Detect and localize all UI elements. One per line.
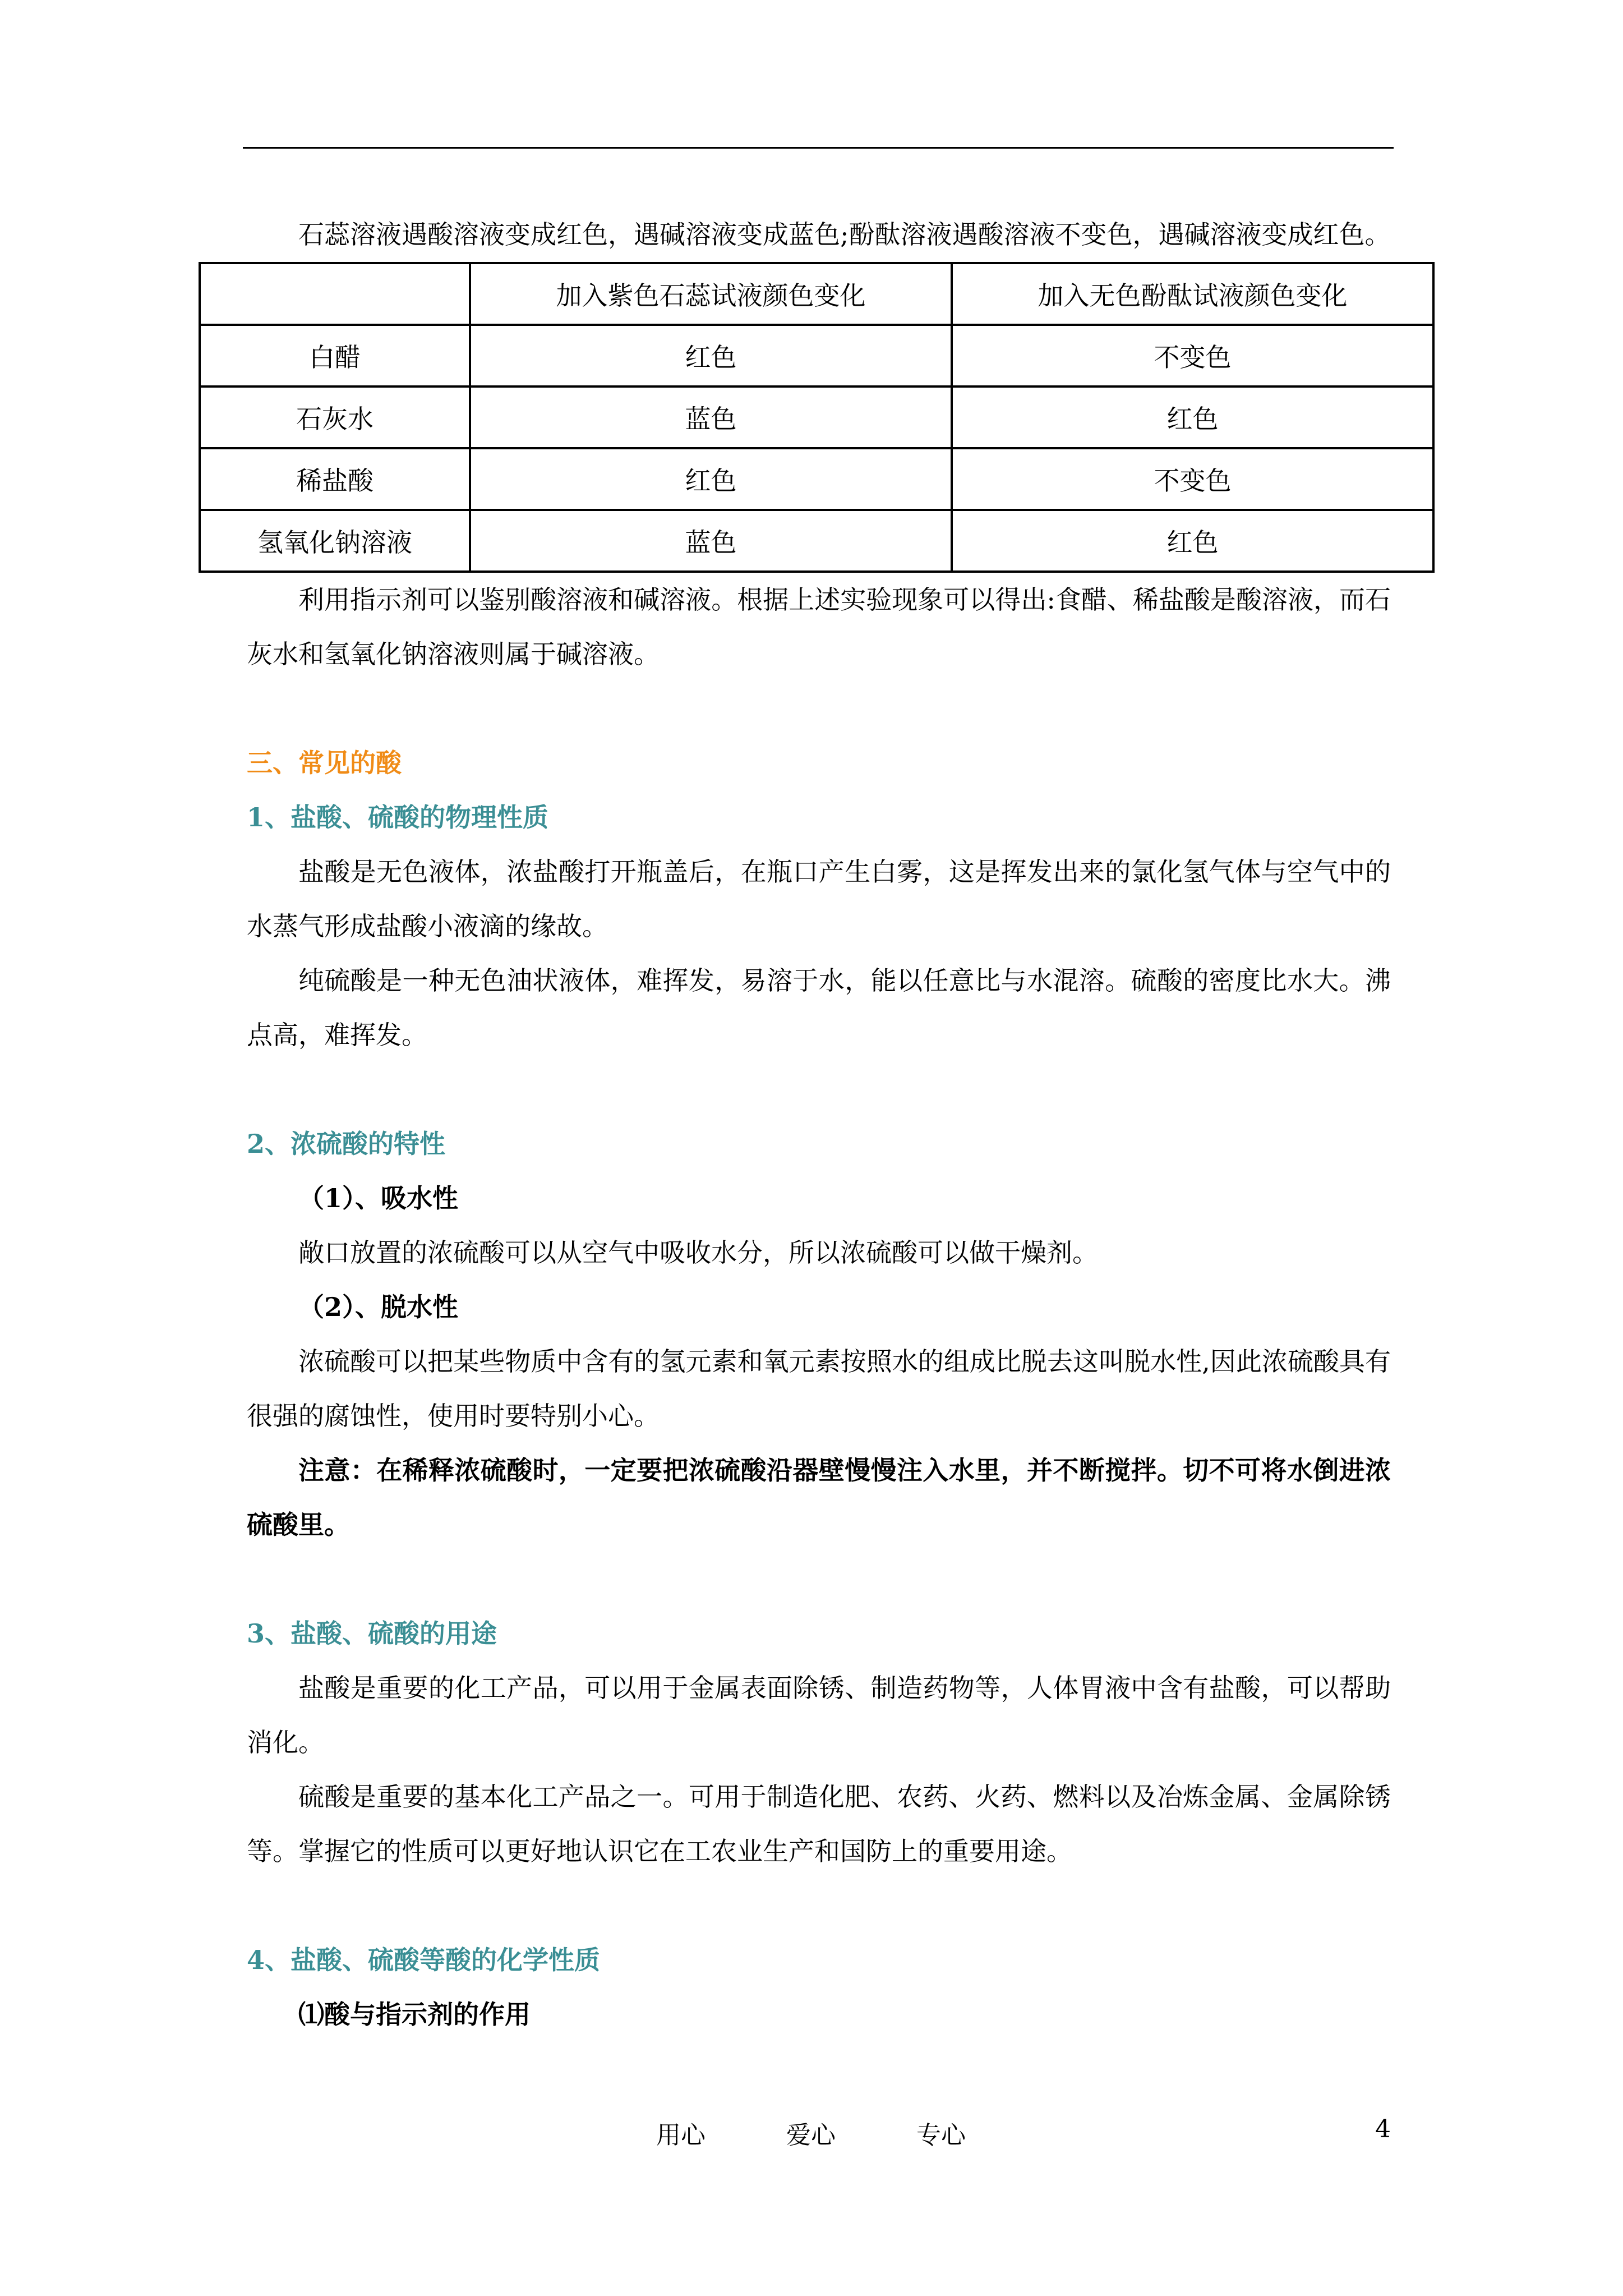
table-cell: 稀盐酸 bbox=[200, 448, 470, 510]
table-row bbox=[200, 325, 1433, 386]
footer-motto bbox=[656, 2115, 1039, 2151]
table-cell: 白醋 bbox=[200, 325, 470, 386]
footer-motto-word: 用心 bbox=[656, 2121, 706, 2150]
property-heading-indicator: ⑴酸与指示剂的作用 bbox=[298, 1999, 531, 2030]
table-header-cell: 加入紫色石蕊试液颜色变化 bbox=[470, 263, 952, 325]
subsection-title-3: 3、盐酸、硫酸的用途 bbox=[247, 1618, 497, 1649]
page-number: 4 bbox=[1375, 2115, 1391, 2143]
subsection-title-2: 2、浓硫酸的特性 bbox=[247, 1129, 446, 1159]
paragraph-absorbency: 敞口放置的浓硫酸可以从空气中吸收水分，所以浓硫酸可以做干燥剂。 bbox=[298, 1237, 1098, 1268]
intro-paragraph: 石蕊溶液遇酸溶液变成红色，遇碱溶液变成蓝色;酚酞溶液遇酸溶液不变色，遇碱溶液变成红色。 bbox=[298, 219, 1391, 250]
table-cell: 红色 bbox=[470, 325, 952, 386]
table-header-cell bbox=[200, 263, 470, 325]
section-title: 三、常见的酸 bbox=[247, 748, 402, 778]
table-cell: 氢氧化钠溶液 bbox=[200, 510, 470, 572]
subsection-title-1: 1、盐酸、硫酸的物理性质 bbox=[247, 802, 549, 832]
table-header-cell: 加入无色酚酞试液颜色变化 bbox=[952, 263, 1433, 325]
footer-motto-word: 专心 bbox=[916, 2121, 966, 2150]
table-cell: 蓝色 bbox=[470, 510, 952, 572]
table-row bbox=[200, 448, 1433, 510]
footer-motto-word: 爱心 bbox=[786, 2121, 836, 2150]
safety-note: 注意：在稀释浓硫酸时，一定要把浓硫酸沿器壁慢慢注入水里，并不断搅拌。切不可将水倒进浓硫酸里。 bbox=[247, 1455, 1391, 1540]
table-cell: 红色 bbox=[952, 386, 1433, 448]
table-cell: 红色 bbox=[470, 448, 952, 510]
table-header-row bbox=[200, 263, 1433, 325]
property-heading-absorbency: （1）、吸水性 bbox=[298, 1183, 459, 1213]
spacer bbox=[247, 1879, 1391, 1933]
table-cell: 红色 bbox=[952, 510, 1433, 572]
paragraph-dehydration: 浓硫酸可以把某些物质中含有的氢元素和氧元素按照水的组成比脱去这叫脱水性,因此浓硫酸具有很强的腐蚀性，使用时要特别小心。 bbox=[247, 1346, 1391, 1431]
table-cell: 石灰水 bbox=[200, 386, 470, 448]
table-cell: 不变色 bbox=[952, 325, 1433, 386]
paragraph-h2so4-physical: 纯硫酸是一种无色油状液体，难挥发，易溶于水，能以任意比与水混溶。硫酸的密度比水大。沸点高，难挥发。 bbox=[247, 965, 1391, 1050]
subsection-title-4: 4、盐酸、硫酸等酸的化学性质 bbox=[247, 1945, 601, 1975]
table-cell: 蓝色 bbox=[470, 386, 952, 448]
document-body bbox=[247, 208, 1391, 2042]
after-table-paragraph: 利用指示剂可以鉴别酸溶液和碱溶液。根据上述实验现象可以得出:食醋、稀盐酸是酸溶液，而石灰水和氢氧化钠溶液则属于碱溶液。 bbox=[247, 585, 1391, 669]
property-heading-dehydration: （2）、脱水性 bbox=[298, 1292, 459, 1322]
paragraph-hcl-uses: 盐酸是重要的化工产品，可以用于金属表面除锈、制造药物等，人体胃液中含有盐酸，可以帮助消化。 bbox=[247, 1673, 1391, 1757]
table-cell: 不变色 bbox=[952, 448, 1433, 510]
table-row bbox=[200, 386, 1433, 448]
indicator-table bbox=[199, 262, 1435, 573]
spacer bbox=[247, 1062, 1391, 1117]
header-rule bbox=[243, 147, 1394, 149]
paragraph-h2so4-uses: 硫酸是重要的基本化工产品之一。可用于制造化肥、农药、火药、燃料以及冶炼金属、金属除锈等。掌握它的性质可以更好地认识它在工农业生产和国防上的重要用途。 bbox=[247, 1782, 1391, 1866]
spacer bbox=[247, 1552, 1391, 1607]
paragraph-hcl-physical: 盐酸是无色液体，浓盐酸打开瓶盖后，在瓶口产生白雾，这是挥发出来的氯化氢气体与空气中的水蒸气形成盐酸小液滴的缘故。 bbox=[247, 857, 1391, 941]
page-footer bbox=[0, 2115, 1623, 2160]
table-row bbox=[200, 510, 1433, 572]
spacer bbox=[247, 682, 1391, 736]
